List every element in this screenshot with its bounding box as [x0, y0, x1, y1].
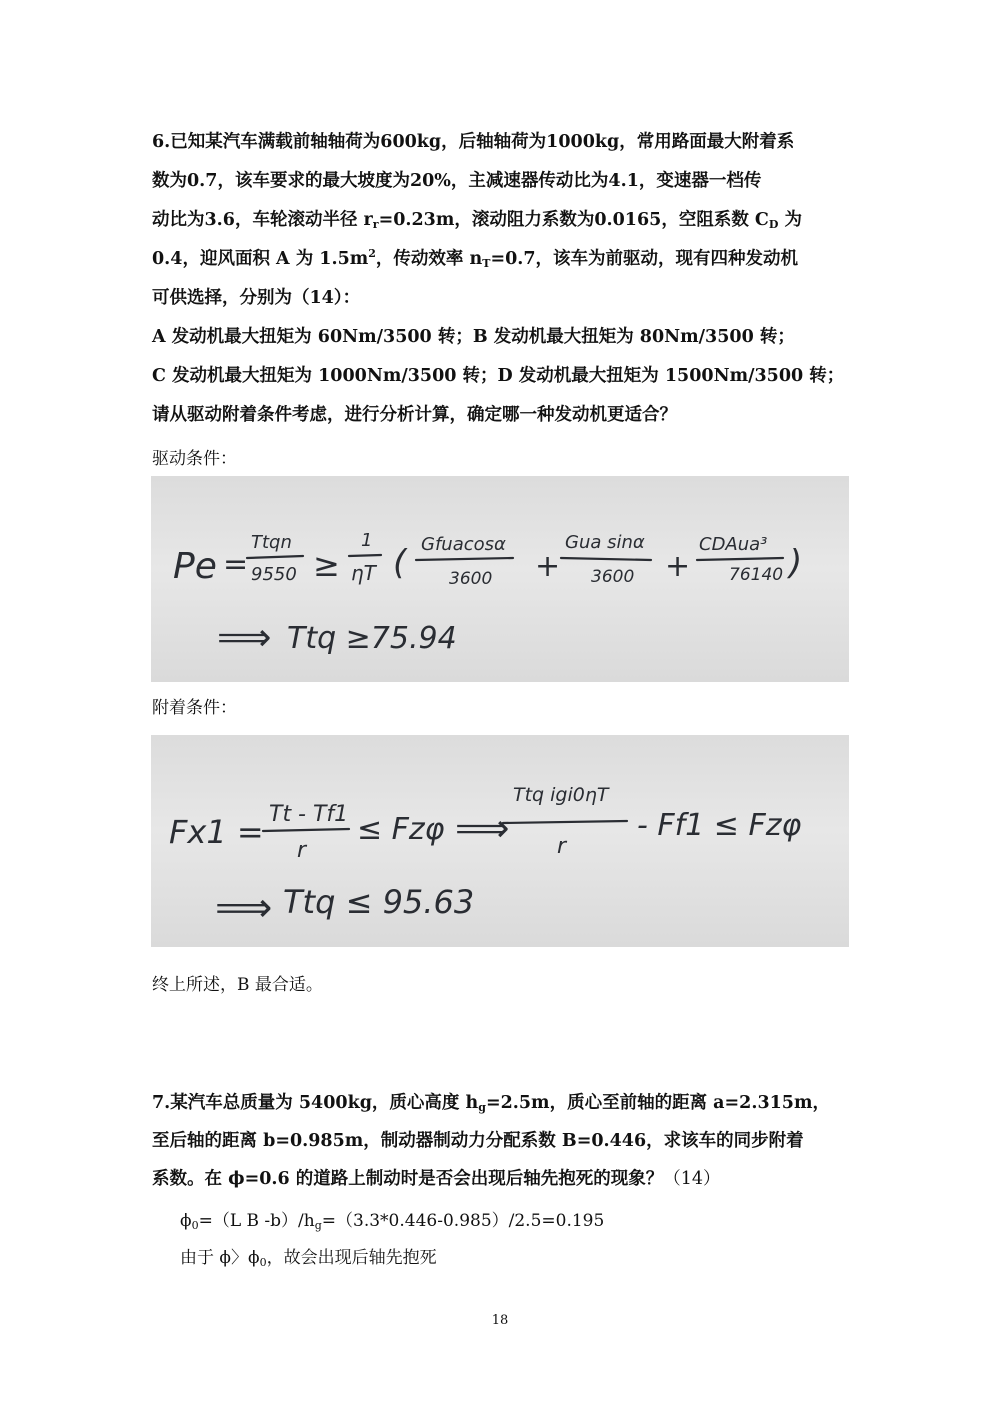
frac1-bar [247, 556, 303, 558]
pe-symbol: Pe [173, 546, 217, 587]
adh-frac2-den: r [557, 834, 567, 859]
adh-frac1-bar [263, 829, 349, 831]
drive-result: Ttq ≥75.94 [287, 621, 457, 656]
frac4-num: Gua sinα [565, 532, 645, 553]
adh-frac2-bar [503, 821, 627, 823]
adh-frac2-num: Ttq igi0ηT [513, 784, 609, 806]
implies-arrow-3: ⟹ [215, 885, 273, 931]
frac2-bar [349, 555, 381, 556]
paren-open: ( [393, 543, 407, 583]
frac1-den: 9550 [251, 564, 297, 585]
q7-line-2: 至后轴的距离 b=0.985m，制动器制动力分配系数 B=0.446，求该车的同步附着 [152, 1131, 804, 1151]
adhesion-equation-svg [151, 735, 849, 947]
frac2-num: 1 [361, 530, 373, 551]
frac3-num: Gfuacosα [421, 534, 506, 555]
q6-line-5: 可供选择，分别为（14）： [152, 288, 361, 308]
frac3-bar [416, 558, 513, 560]
adhesion-result: Ttq ≤ 95.63 [283, 883, 475, 921]
answer7-formula: $\phi_0=(L$ B $-b)/h_g=(3.3*0.446-0.985)/2.5=0.195$ [180, 1211, 605, 1232]
conclusion-q6: 终上所述，B 最合适。 [152, 975, 323, 995]
handwritten-photo-adhesion [151, 735, 849, 947]
adh-frac1-den: r [297, 838, 307, 863]
adh-le-1: ≤ Fzφ [357, 812, 445, 847]
frac2-den: ηT [351, 561, 376, 585]
answer7-conclusion: 由于 ϕ〉$\phi_0$，故会出现后轴先抱死 [180, 1248, 437, 1269]
frac5-bar [697, 558, 783, 560]
plus-2: + [665, 549, 691, 584]
fx1-lhs: Fx1 = [169, 813, 264, 851]
ge-sign: ≥ [313, 546, 340, 584]
q6-line-7: C 发动机最大扭矩为 1000Nm/3500 转；D 发动机最大扭矩为 1500Nm/3500 转； [152, 366, 845, 386]
handwritten-photo-drive [151, 476, 849, 682]
q6-line-6: A 发动机最大扭矩为 60Nm/3500 转；B 发动机最大扭矩为 80Nm/3500 转； [152, 327, 795, 347]
adh-frac1-num: Tt - Tf1 [269, 802, 349, 827]
frac4-den: 3600 [591, 567, 635, 587]
q6-line-4: 0.4，迎风面积 A 为 $1.5m^2$，传动效率 $n_T=0.7$，该车为前驱动，现有四种发动机 [152, 247, 799, 270]
plus-1: + [535, 549, 561, 584]
paren-close: ) [789, 543, 803, 583]
frac3-den: 3600 [449, 569, 493, 589]
frac5-num: CDAua³ [699, 534, 768, 555]
adh-rest: - Ff1 ≤ Fzφ [637, 808, 802, 843]
implies-arrow-2: ⟹ [455, 806, 510, 850]
frac5-den: 76140 [729, 565, 784, 585]
page-number: 18 [491, 1313, 509, 1328]
drive-condition-label: 驱动条件： [152, 449, 237, 469]
frac1-num: Ttqn [251, 532, 292, 553]
q6-line-8: 请从驱动附着条件考虑，进行分析计算，确定哪一种发动机更适合？ [152, 405, 677, 425]
adhesion-condition-label: 附着条件： [152, 698, 237, 718]
equals-sign: = [223, 547, 249, 582]
q6-line-1: 6.已知某汽车满载前轴轴荷为600kg，后轴轴荷为1000kg，常用路面最大附着系 [152, 132, 795, 152]
q7-line-3: 系数。在 ϕ=0.6 的道路上制动时是否会出现后轴先抱死的现象？（14） [152, 1169, 721, 1189]
frac4-bar [561, 558, 651, 560]
q6-line-2: 数为0.7，该车要求的最大坡度为20%，主减速器传动比为4.1，变速器一档传 [152, 171, 762, 191]
q6-line-3: 动比为3.6，车轮滚动半径 $r_r=0.23m$，滚动阻力系数为0.0165，空阻系数 $C_D$ 为 [152, 210, 802, 231]
drive-equation-svg [151, 476, 849, 682]
q7-line-1: 7.某汽车总质量为 5400kg，质心高度 $h_g=2.5m$，质心至前轴的距离 a=2.315m， [152, 1093, 830, 1114]
implies-arrow-1: ⟹ [217, 615, 272, 659]
